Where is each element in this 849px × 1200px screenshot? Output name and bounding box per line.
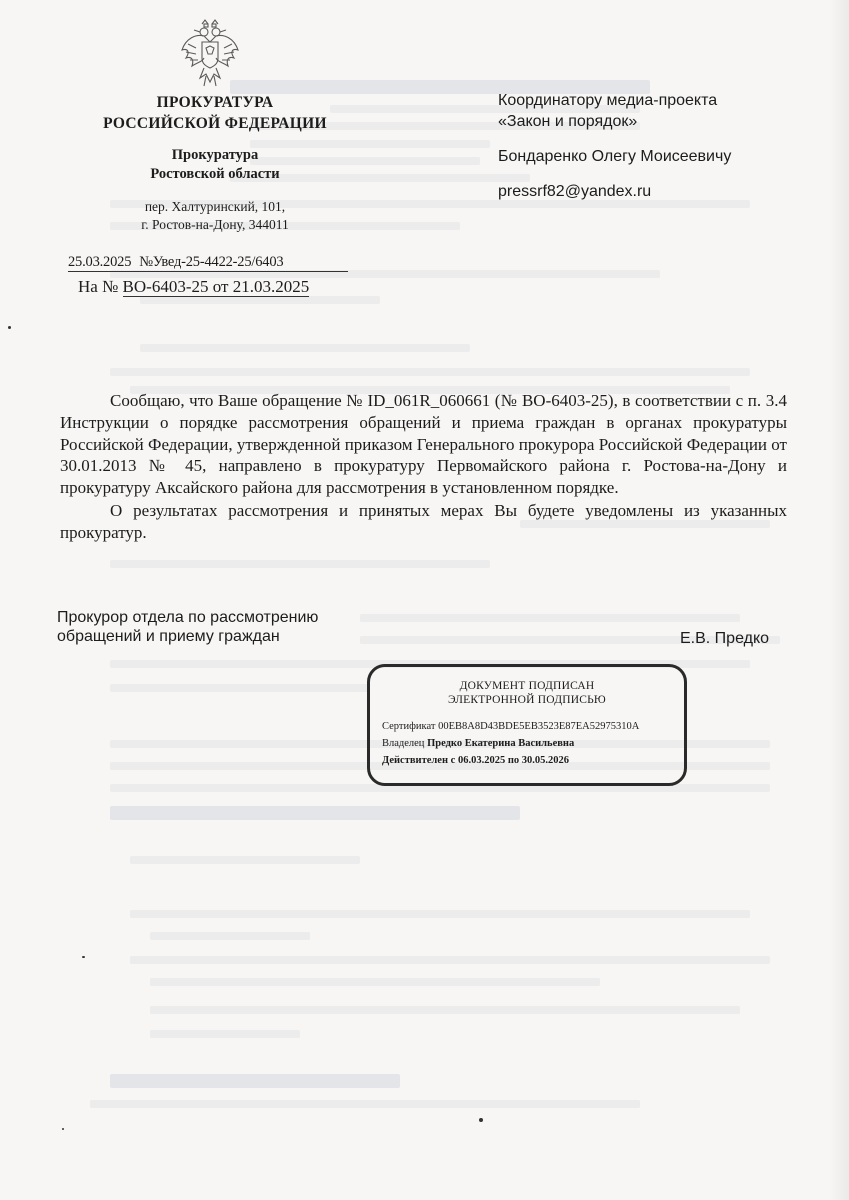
owner-value: Предко Екатерина Васильевна — [427, 738, 575, 749]
addressee-line2: «Закон и порядок» — [498, 113, 638, 130]
reference-number: ВО-6403-25 — [122, 277, 209, 296]
org-title-line2: РОССИЙСКОЙ ФЕДЕРАЦИИ — [103, 115, 327, 132]
org-address — [60, 198, 370, 234]
cert-label: Сертификат — [382, 721, 436, 732]
registration-date: 25.03.2025 — [68, 254, 132, 270]
stamp-certificate — [382, 721, 639, 732]
org-subdivision — [60, 146, 370, 184]
scan-speck — [8, 326, 11, 329]
position-line2: обращений и приему граждан — [57, 628, 280, 645]
stamp-title-line1: ДОКУМЕНТ ПОДПИСАН — [459, 680, 595, 692]
reference-prefix: На № — [78, 277, 119, 296]
stamp-title-line2: ЭЛЕКТРОННОЙ ПОДПИСЬЮ — [448, 694, 606, 706]
scan-edge-shadow — [829, 0, 849, 1200]
stamp-title — [370, 679, 684, 707]
letter-body — [60, 390, 787, 544]
registration-number-prefix: № — [139, 254, 153, 270]
russian-coat-of-arms-icon — [178, 18, 242, 90]
body-paragraph-1: Сообщаю, что Ваше обращение № ID_061R_060661 (№ ВО-6403-25), в соответствии с п. 3.4 Инструкции о порядке рассмотрения обращений и приема граждан в органах прокуратуры Российской Федерации, утвержденной приказом Генерального прокурора Российской Федерации от 30.01.2013 № 45, направлено в прокуратуру Первомайского района г. Ростова-на-Дону и прокуратуру Аксайского района для рассмотрения в установленном порядке. — [60, 391, 787, 498]
cert-value: 00EB8A8D43BDE5EB3523E87EA52975310A — [438, 721, 640, 732]
valid-mid: по — [507, 755, 520, 766]
organization-header — [60, 92, 370, 234]
stamp-owner — [382, 738, 574, 749]
signatory-name: Е.В. Предко — [680, 630, 770, 647]
signatory-position — [57, 608, 318, 646]
body-paragraph-2: О результатах рассмотрения и принятых мерах Вы будете уведомлены из указанных прокуратур. — [60, 500, 787, 542]
registration-line — [68, 254, 348, 272]
reference-date: 21.03.2025 — [232, 277, 310, 296]
addressee-line1: Координатору медиа-проекта — [498, 92, 718, 109]
reference-line — [78, 277, 309, 297]
position-line1: Прокурор отдела по рассмотрению — [57, 609, 319, 626]
stamp-validity — [382, 755, 569, 766]
address-line2: г. Ростов-на-Дону, 344011 — [141, 217, 289, 232]
org-sub-line2: Ростовской области — [150, 166, 280, 182]
addressee-email: pressrf82@yandex.ru — [498, 183, 652, 200]
addressee-block — [498, 90, 731, 202]
address-line1: пер. Халтуринский, 101, — [144, 199, 286, 214]
electronic-signature-stamp — [367, 664, 687, 786]
reference-mid: от — [212, 277, 229, 296]
org-sub-line1: Прокуратура — [171, 147, 259, 163]
registration-number: Увед-25-4422-25/6403 — [152, 254, 284, 270]
scan-speck — [62, 1128, 64, 1130]
owner-label: Владелец — [382, 738, 425, 749]
addressee-name: Бондаренко Олегу Моисеевичу — [498, 148, 732, 165]
valid-label: Действителен с — [382, 755, 456, 766]
org-title-line1: ПРОКУРАТУРА — [156, 94, 274, 111]
scan-speck — [479, 1118, 483, 1122]
scan-speck — [82, 956, 85, 958]
valid-from: 06.03.2025 — [457, 755, 506, 766]
valid-to: 30.05.2026 — [521, 755, 569, 766]
org-title — [60, 92, 370, 134]
